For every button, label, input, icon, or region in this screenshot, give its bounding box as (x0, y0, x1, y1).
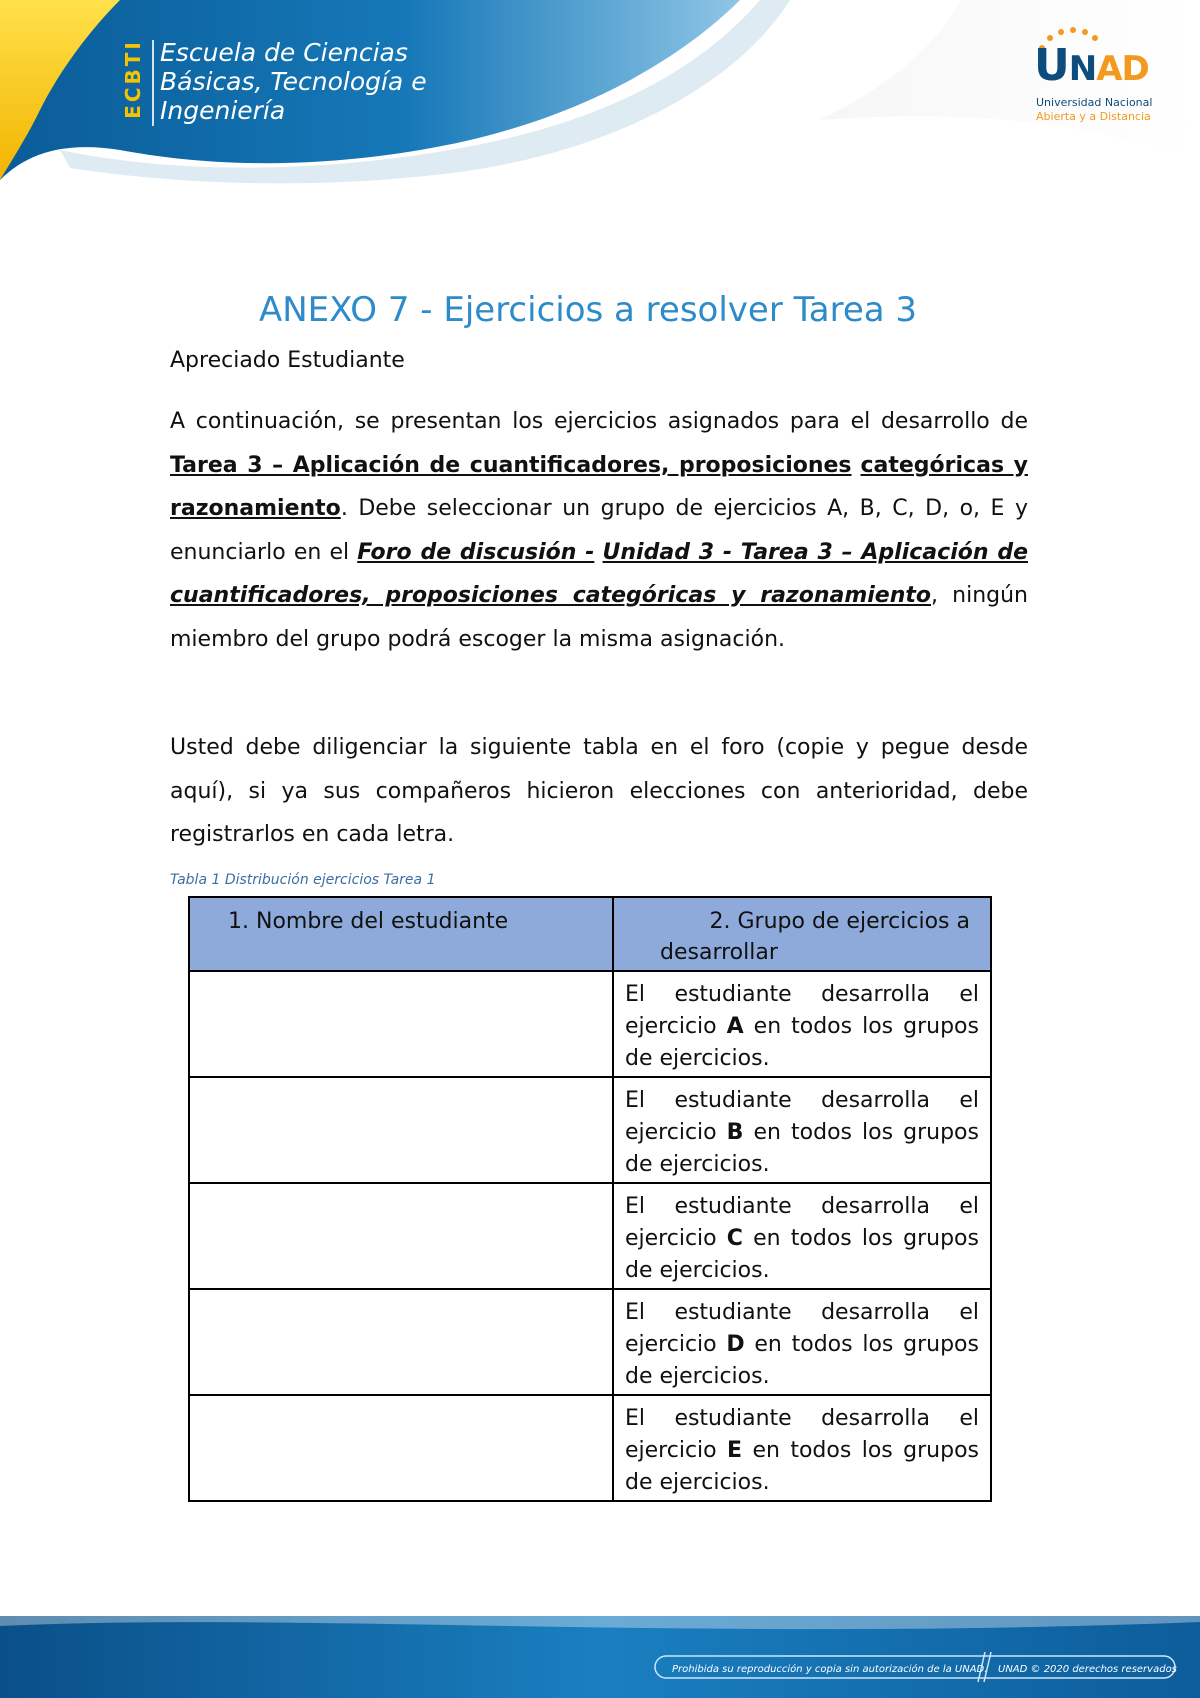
exercise-cell: El estudiante desarrolla el ejercicio D en todos los grupos de ejercicios. (613, 1289, 991, 1395)
greeting: Apreciado Estudiante (170, 348, 405, 373)
table-row (189, 1077, 991, 1183)
task-title-link-continued: categóricas y razonamiento (170, 452, 1028, 521)
table-row (189, 971, 991, 1077)
exercise-cell: El estudiante desarrolla el ejercicio E en todos los grupos de ejercicios. (613, 1395, 991, 1501)
student-name-cell[interactable] (189, 1395, 613, 1501)
school-acronym: ECBTI (121, 39, 146, 119)
forum-link: Foro de discusión - (357, 539, 595, 565)
student-name-cell[interactable] (189, 1077, 613, 1183)
table-header-row (189, 897, 991, 971)
task-title-link: Tarea 3 – Aplicación de cuantificadores, proposiciones (170, 452, 852, 478)
table-row (189, 1183, 991, 1289)
exercise-letter: E (727, 1438, 743, 1463)
logo-wordmark: UNAD (1034, 40, 1149, 91)
table-instructions-paragraph: Usted debe diligenciar la siguiente tabla en el foro (copie y pegue desde aquí), si ya sus compañeros hicieron elecciones con anterioridad, debe registrarlos en cada letra. (170, 735, 1028, 847)
column-header-student-name: 1. Nombre del estudiante (189, 897, 613, 971)
school-name-line: Básicas, Tecnología e (160, 67, 427, 96)
table-row (189, 1395, 991, 1501)
table-caption: Tabla 1 Distribución ejercicios Tarea 1 (170, 872, 436, 888)
exercise-letter: B (726, 1120, 744, 1145)
exercise-letter: C (726, 1226, 743, 1251)
table-row (189, 1289, 991, 1395)
document-title: ANEXO 7 - Ejercicios a resolver Tarea 3 (258, 290, 918, 330)
footer-banner (0, 1616, 1200, 1698)
logo-line-2: Abierta y a Distancia (1036, 110, 1151, 123)
logo-line-1: Universidad Nacional (1036, 96, 1153, 109)
school-name-line: Ingeniería (160, 96, 286, 125)
column-header-exercise-group: 2. Grupo de ejercicios a desarrollar (613, 897, 991, 971)
exercise-cell: El estudiante desarrolla el ejercicio C en todos los grupos de ejercicios. (613, 1183, 991, 1289)
exercise-cell: El estudiante desarrolla el ejercicio B en todos los grupos de ejercicios. (613, 1077, 991, 1183)
school-name-line: Escuela de Ciencias (160, 38, 408, 67)
school-divider (152, 40, 154, 126)
exercise-letter: D (726, 1332, 745, 1357)
footer-rights: UNAD © 2020 derechos reservados (998, 1664, 1177, 1675)
student-name-cell[interactable] (189, 1183, 613, 1289)
footer-notice: Prohibida su reproducción y copia sin autorización de la UNAD. (672, 1664, 988, 1675)
school-name (160, 38, 427, 125)
exercise-cell: El estudiante desarrolla el ejercicio A en todos los grupos de ejercicios. (613, 971, 991, 1077)
unad-logo (1034, 26, 1164, 126)
student-name-cell[interactable] (189, 971, 613, 1077)
exercise-letter: A (726, 1014, 744, 1039)
student-name-cell[interactable] (189, 1289, 613, 1395)
instructions-paragraph: A continuación, se presentan los ejercicios asignados para el desarrollo de Tarea 3 – Aplicación de cuantificadores, proposiciones categóricas y razonamiento. Debe seleccionar un grupo de ejercicios A, B, C, D, o, E y enunciarlo en el Foro de discusión - Unidad 3 - Tarea 3 – Aplicación de cuantificadores, proposiciones categóricas y razonamiento, ningún miembro del grupo podrá escoger la misma asignación. (170, 409, 1028, 652)
forum-unit-link: Unidad 3 - Tarea 3 – Aplicación de cuantificadores, proposiciones categóricas y razonamiento (170, 539, 1028, 608)
exercise-distribution-table (188, 896, 992, 1502)
